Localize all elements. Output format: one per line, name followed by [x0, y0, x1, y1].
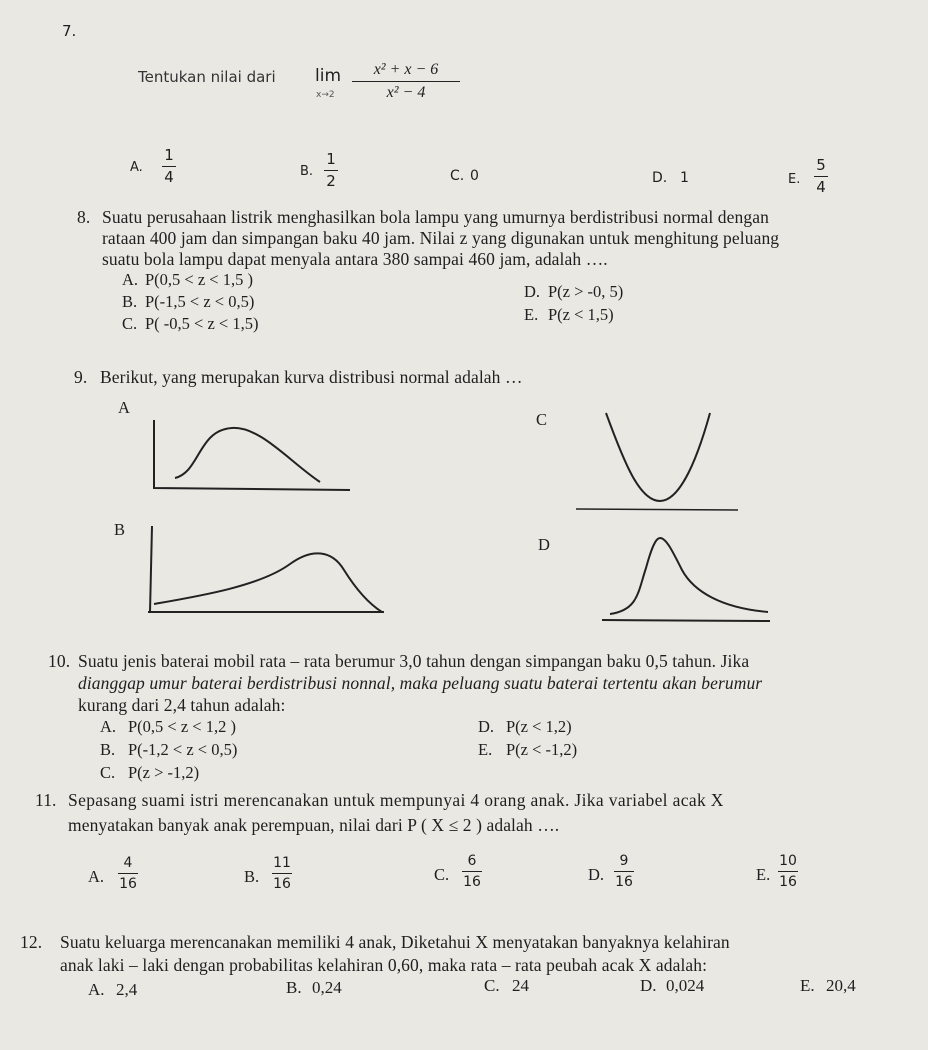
- fraction-bar: [272, 873, 292, 874]
- q11-option-b-den: 16: [273, 876, 291, 892]
- q10-option-c-letter: C.: [100, 763, 116, 782]
- q11-option-d-den: 16: [615, 874, 633, 890]
- q9-number: 9.: [74, 367, 88, 387]
- q8-line-2: rataan 400 jam dan simpangan baku 40 jam. Nilai z yang digunakan untuk menghitung peluang: [102, 228, 780, 248]
- q10-option-e-text: P(z < -1,2): [506, 740, 578, 759]
- q7-option-e-den: 4: [816, 178, 826, 196]
- q8-option-e-letter: E.: [524, 305, 539, 324]
- q7-option-b-den: 2: [326, 172, 336, 190]
- q12-option-d-letter: D.: [640, 976, 657, 995]
- q12-option-e-letter: E.: [800, 976, 815, 995]
- curve-a: [140, 410, 360, 500]
- q11-option-e-num: 10: [779, 853, 797, 869]
- q7-option-b-num: 1: [326, 150, 336, 168]
- q7-option-b-fraction: [324, 152, 338, 189]
- q12-number: 12.: [20, 932, 43, 952]
- q7-prompt: Tentukan nilai dari: [138, 68, 276, 86]
- q10-option-a-text: P(0,5 < z < 1,2 ): [128, 717, 236, 736]
- q7-option-a-den: 4: [164, 168, 174, 186]
- fraction-bar: [352, 81, 460, 82]
- q9-prompt: Berikut, yang merupakan kurva distribusi normal adalah …: [100, 367, 523, 387]
- q12-option-e-text: 20,4: [826, 976, 856, 995]
- q8-option-e-text: P(z < 1,5): [548, 305, 614, 324]
- q7-option-a-num: 1: [164, 146, 174, 164]
- q7-option-a-letter: A.: [130, 160, 143, 175]
- q8-option-a-text: P(0,5 < z < 1,5 ): [145, 270, 253, 289]
- q10-option-c-text: P(z > -1,2): [128, 763, 200, 782]
- q10-line-1: Suatu jenis baterai mobil rata – rata berumur 3,0 tahun dengan simpangan baku 0,5 tahun. Jika: [78, 651, 750, 671]
- q7-option-e-fraction: [814, 158, 828, 195]
- q10-option-e-letter: E.: [478, 740, 493, 759]
- q10-option-b-letter: B.: [100, 740, 116, 759]
- q10-option-a-letter: A.: [100, 717, 117, 736]
- q12-option-c-text: 24: [512, 976, 529, 995]
- q11-option-a-fraction: [118, 856, 138, 891]
- q11-number: 11.: [35, 790, 57, 810]
- q10-line-2: dianggap umur baterai berdistribusi nonnal, maka peluang suatu baterai tertentu akan berumur: [78, 673, 763, 693]
- q11-option-e-letter: E.: [756, 865, 771, 884]
- q8-option-a-letter: A.: [122, 270, 139, 289]
- q12-option-b-text: 0,24: [312, 978, 342, 997]
- q11-option-a-num: 4: [123, 855, 133, 871]
- q8-option-b-letter: B.: [122, 292, 138, 311]
- q7-option-a-fraction: [162, 148, 176, 185]
- q12-option-a-text: 2,4: [116, 980, 138, 999]
- q8-number: 8.: [77, 207, 91, 227]
- q7-option-e-num: 5: [816, 156, 826, 174]
- q11-line-2: menyatakan banyak anak perempuan, nilai dari P ( X ≤ 2 ) adalah ….: [68, 815, 560, 835]
- q8-option-c-text: P( -0,5 < z < 1,5): [145, 314, 259, 333]
- q11-option-b-fraction: [272, 856, 292, 891]
- q7-lim-word: lim: [315, 66, 342, 86]
- q11-option-d-letter: D.: [588, 865, 605, 884]
- fraction-bar: [814, 176, 828, 177]
- q11-option-e-fraction: [778, 854, 798, 889]
- q8-option-d-text: P(z > -0, 5): [548, 282, 624, 301]
- q10-option-d-text: P(z < 1,2): [506, 717, 572, 736]
- fraction-bar: [462, 871, 482, 872]
- q8-option-b-text: P(-1,5 < z < 0,5): [145, 292, 255, 311]
- q7-numerator: x² + x − 6: [373, 61, 439, 78]
- q9-label-b: B: [114, 520, 126, 539]
- q7-option-c-text: 0: [470, 168, 479, 184]
- q9-label-a: A: [118, 398, 130, 417]
- q12-line-1: Suatu keluarga merencanakan memiliki 4 anak, Diketahui X menyatakan banyaknya kelahiran: [60, 932, 730, 952]
- q12-option-d-text: 0,024: [666, 976, 705, 995]
- q7-number: 7.: [62, 22, 77, 40]
- q8-line-1: Suatu perusahaan listrik menghasilkan bola lampu yang umurnya berdistribusi normal dengan: [102, 207, 769, 227]
- q7-lim-subscript: x→2: [316, 90, 335, 100]
- q10-option-b-text: P(-1,2 < z < 0,5): [128, 740, 238, 759]
- curve-c: [570, 405, 745, 515]
- q11-option-b-letter: B.: [244, 867, 260, 886]
- q10-number: 10.: [48, 651, 71, 671]
- q8-line-3: suatu bola lampu dapat menyala antara 380 sampai 460 jam, adalah ….: [102, 249, 608, 269]
- fraction-bar: [324, 170, 338, 171]
- q7-option-c-letter: C.: [450, 168, 465, 184]
- q7-option-b-letter: B.: [300, 164, 314, 179]
- fraction-bar: [614, 871, 634, 872]
- q11-option-e-den: 16: [779, 874, 797, 890]
- q11-option-c-den: 16: [463, 874, 481, 890]
- q11-option-c-num: 6: [467, 853, 477, 869]
- fraction-bar: [118, 873, 138, 874]
- q9-label-d: D: [538, 535, 550, 554]
- curve-d: [598, 530, 773, 625]
- q7-limit-fraction: [352, 62, 460, 101]
- q7-denominator: x² − 4: [386, 84, 426, 101]
- q9-label-c: C: [536, 410, 548, 429]
- q10-option-d-letter: D.: [478, 717, 495, 736]
- q11-option-c-letter: C.: [434, 865, 450, 884]
- q11-line-1: Sepasang suami istri merencanakan untuk mempunyai 4 orang anak. Jika variabel acak X: [68, 790, 724, 810]
- q11-option-b-num: 11: [273, 855, 291, 871]
- q7-option-e-letter: E.: [788, 172, 801, 187]
- fraction-bar: [778, 871, 798, 872]
- q11-option-d-fraction: [614, 854, 634, 889]
- q12-option-a-letter: A.: [88, 980, 105, 999]
- curve-b: [140, 520, 390, 620]
- q11-option-d-num: 9: [619, 853, 629, 869]
- q12-option-b-letter: B.: [286, 978, 302, 997]
- q8-option-d-letter: D.: [524, 282, 541, 301]
- q7-option-d-letter: D.: [652, 170, 668, 186]
- q12-option-c-letter: C.: [484, 976, 500, 995]
- q12-line-2: anak laki – laki dengan probabilitas kelahiran 0,60, maka rata – rata peubah acak X adalah:: [60, 955, 708, 975]
- q11-option-c-fraction: [462, 854, 482, 889]
- q11-option-a-den: 16: [119, 876, 137, 892]
- q10-line-3: kurang dari 2,4 tahun adalah:: [78, 695, 286, 715]
- q8-option-c-letter: C.: [122, 314, 138, 333]
- q11-option-a-letter: A.: [88, 867, 105, 886]
- q7-option-d-text: 1: [680, 170, 689, 186]
- fraction-bar: [162, 166, 176, 167]
